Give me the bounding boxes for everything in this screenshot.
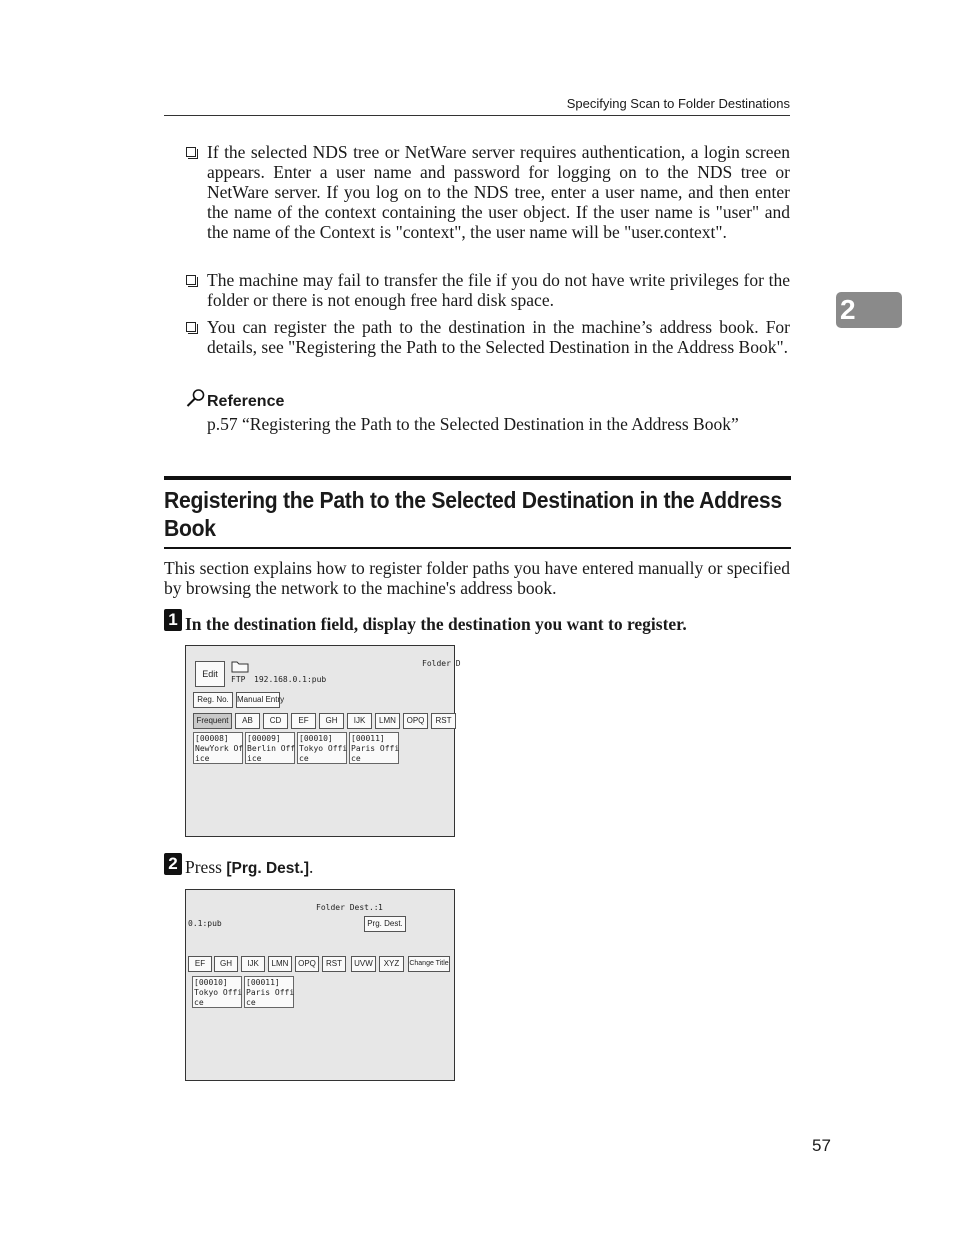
prg-dest-button[interactable]: Prg. Dest.	[364, 916, 406, 932]
tab-ab[interactable]: AB	[235, 713, 260, 729]
note-item	[186, 270, 790, 310]
destination-name-cont: ce	[299, 754, 309, 763]
destination-name-cont: ice	[247, 754, 262, 763]
running-head: Specifying Scan to Folder Destinations	[566, 96, 790, 111]
destination-key[interactable]	[244, 976, 294, 1008]
tab-ijk[interactable]: IJK	[347, 713, 372, 729]
folder-path: 192.168.0.1:pub	[254, 675, 327, 684]
destination-name: Paris Offi	[351, 744, 400, 753]
destination-name: Paris Offi	[246, 988, 295, 997]
tab-gh[interactable]: GH	[319, 713, 344, 729]
destination-name: Tokyo Offi	[299, 744, 348, 753]
tab-xyz[interactable]: XYZ	[379, 956, 404, 972]
destination-name-cont: ce	[351, 754, 361, 763]
destination-key[interactable]	[349, 732, 399, 764]
step-number-2: 2	[164, 853, 182, 875]
tab-opq[interactable]: OPQ	[403, 713, 428, 729]
protocol-label: FTP	[231, 675, 246, 684]
destination-key[interactable]	[245, 732, 295, 764]
section-rule-top	[164, 476, 791, 480]
edit-button[interactable]: Edit	[195, 661, 225, 687]
note-item	[186, 142, 790, 242]
tab-ijk[interactable]: IJK	[241, 956, 265, 972]
destination-code: [00010]	[194, 978, 228, 987]
page-number: 57	[812, 1136, 831, 1155]
folder-dest-label: Folder D	[422, 659, 461, 668]
tab-lmn[interactable]: LMN	[375, 713, 400, 729]
destination-key[interactable]	[193, 732, 243, 764]
destination-name-cont: ice	[195, 754, 210, 763]
destination-name: NewYork Of	[195, 744, 244, 753]
note-text: If the selected NDS tree or NetWare server requires authentication, a login screen appears. Enter a user name and password for logging on to the NDS tree or NetWare server. If you log on to the NDS tree, enter a user name, and then enter the name of the context containing the user object. If the user name is "user" and the name of the Context is "context", the user name will be "user.context".	[207, 142, 790, 242]
note-item	[186, 317, 790, 357]
note-text: The machine may fail to transfer the file if you do not have write privileges for the folder or there is not enough free hard disk space.	[207, 270, 790, 310]
magnifier-icon	[186, 388, 206, 408]
header-rule	[164, 115, 790, 116]
destination-name: Berlin Off	[247, 744, 296, 753]
section-rule-bottom	[164, 547, 791, 549]
tab-lmn[interactable]: LMN	[268, 956, 292, 972]
destination-name: Tokyo Offi	[194, 988, 243, 997]
tab-ef[interactable]: EF	[291, 713, 316, 729]
step-1-text: In the destination field, display the destination you want to register.	[185, 614, 687, 634]
step-2-text	[185, 857, 313, 878]
manual-entry-button[interactable]: Manual Entry	[236, 692, 280, 708]
destination-name-cont: ce	[246, 998, 256, 1007]
reference-label: Reference	[207, 393, 285, 410]
tab-uvw[interactable]: UVW	[351, 956, 376, 972]
destination-code: [00008]	[195, 734, 229, 743]
folder-icon	[231, 659, 249, 673]
checkbox-icon	[186, 275, 196, 285]
section-intro: This section explains how to register folder paths you have entered manually or specified by browsing the network to the machine's address book.	[164, 558, 790, 598]
reference-text: p.57 “Registering the Path to the Selected Destination in the Address Book”	[207, 414, 739, 434]
tab-ef[interactable]: EF	[188, 956, 212, 972]
destination-code: [00010]	[299, 734, 333, 743]
tab-cd[interactable]: CD	[263, 713, 288, 729]
chapter-tab: 2	[836, 292, 902, 328]
folder-path: 0.1:pub	[188, 919, 222, 928]
tab-gh[interactable]: GH	[214, 956, 238, 972]
screenshot-destination-field	[185, 645, 461, 837]
folder-dest-count: 1	[378, 903, 383, 912]
checkbox-icon	[186, 322, 196, 332]
prg-dest-key: [Prg. Dest.]	[226, 860, 310, 877]
checkbox-icon	[186, 147, 196, 157]
tab-rst[interactable]: RST	[322, 956, 346, 972]
step-2-prefix: Press	[185, 857, 227, 877]
tab-frequent[interactable]: Frequent	[193, 713, 232, 729]
destination-code: [00009]	[247, 734, 281, 743]
destination-key[interactable]	[297, 732, 347, 764]
reg-no-button[interactable]: Reg. No.	[193, 692, 233, 708]
step-2-suffix: .	[309, 857, 314, 877]
tab-rst[interactable]: RST	[431, 713, 456, 729]
destination-code: [00011]	[246, 978, 280, 987]
section-title: Registering the Path to the Selected Destination in the Address Book	[164, 487, 782, 541]
note-text: You can register the path to the destination in the machine’s address book. For details, see "Registering the Path to the Selected Destination in the Address Book".	[207, 317, 790, 357]
step-number-1: 1	[164, 609, 182, 631]
change-title-button[interactable]: Change Title	[408, 956, 450, 972]
destination-code: [00011]	[351, 734, 385, 743]
tab-opq[interactable]: OPQ	[295, 956, 319, 972]
screenshot-prg-dest	[185, 889, 455, 1081]
folder-dest-label: Folder Dest.:	[316, 903, 379, 912]
destination-name-cont: ce	[194, 998, 204, 1007]
destination-key[interactable]	[192, 976, 242, 1008]
